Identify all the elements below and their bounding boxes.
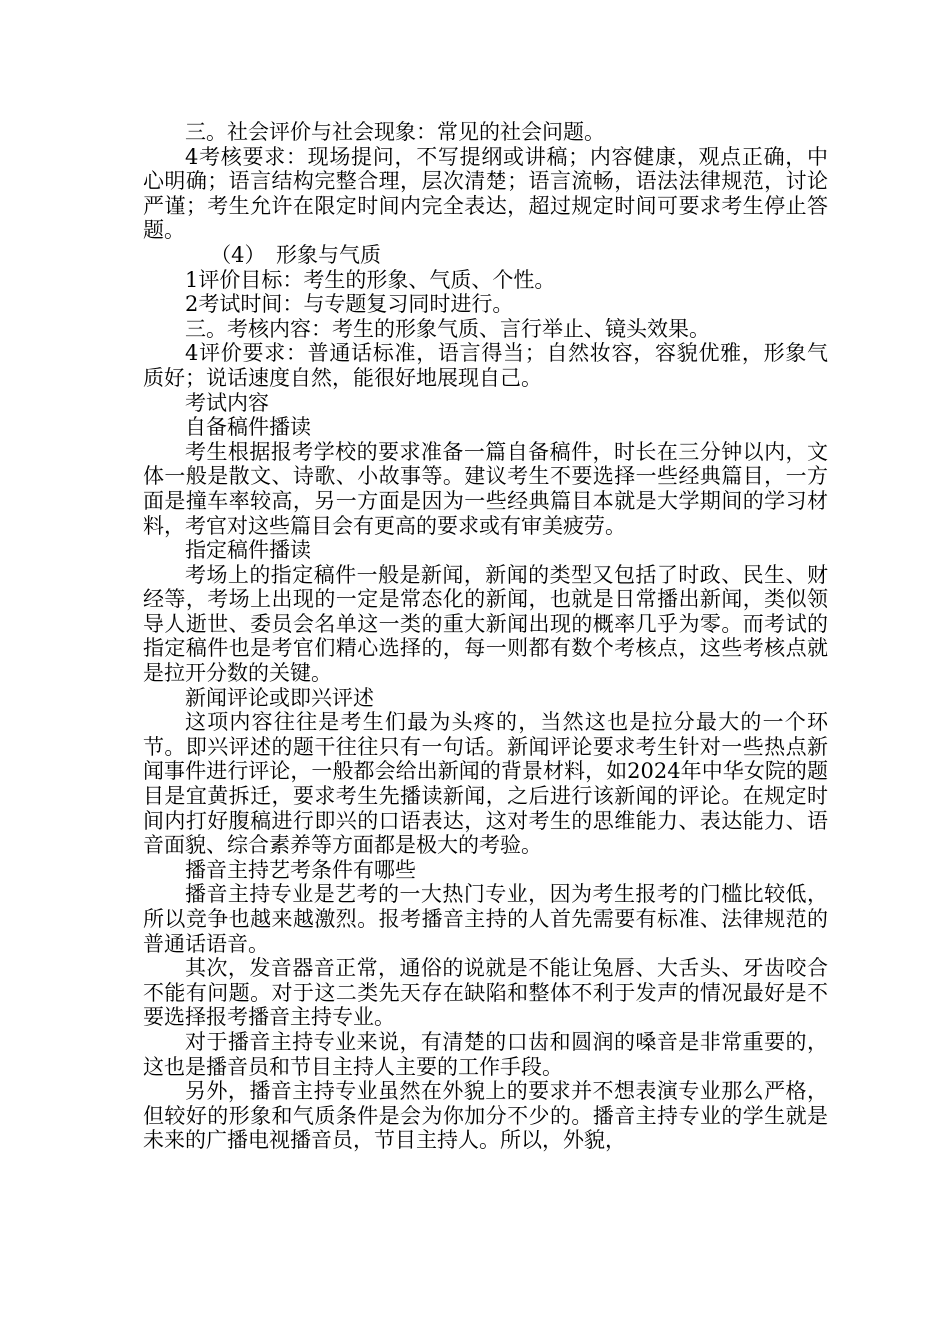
paragraph: 三。考核内容：考生的形象气质、言行举止、镜头效果。	[185, 316, 710, 341]
document-body	[143, 120, 828, 1153]
paragraph: 4评价要求：普通话标准，语言得当；自然妆容，容貌优雅，形象气质好；说话速度自然，能很好地展现自己。	[143, 341, 828, 390]
section-heading: （4） 形象与气质	[210, 242, 382, 267]
paragraph: 对于播音主持专业来说，有清楚的口齿和圆润的嗓音是非常重要的，这也是播音员和节目主持人主要的工作手段。	[143, 1029, 828, 1079]
paragraph: 1评价目标：考生的形象、气质、个性。	[185, 267, 556, 292]
paragraph: 播音主持专业是艺考的一大热门专业，因为考生报考的门槛比较低，所以竞争也越来越激烈。报考播音主持的人首先需要有标准、法律规范的普通话语音。	[143, 882, 828, 956]
section-heading: 指定稿件播读	[185, 538, 311, 563]
paragraph: 其次，发音器音正常，通俗的说就是不能让兔唇、大舌头、牙齿咬合不能有问题。对于这二类先天存在缺陷和整体不利于发声的情况最好是不要选择报考播音主持专业。	[143, 956, 828, 1030]
paragraph: 考场上的指定稿件一般是新闻，新闻的类型又包括了时政、民生、财经等，考场上出现的一定是常态化的新闻，也就是日常播出新闻，类似领导人逝世、委员会名单这一类的重大新闻出现的概率几乎为零。而考试的指定稿件也是考官们精心选择的，每一则都有数个考核点，这些考核点就是拉开分数的关键。	[143, 562, 828, 686]
paragraph: 2考试时间：与专题复习同时进行。	[185, 292, 514, 317]
section-heading: 播音主持艺考条件有哪些	[185, 857, 416, 882]
section-heading: 自备稿件播读	[185, 415, 311, 440]
paragraph: 这项内容往往是考生们最为头疼的，当然这也是拉分最大的一个环节。即兴评述的题干往往只有一句话。新闻评论要求考生针对一些热点新闻事件进行评论，一般都会给出新闻的背景材料，如2024年中华女院的题目是宜黄拆迁，要求考生先播读新闻，之后进行该新闻的评论。在规定时间内打好腹稿进行即兴的口语表达，这对考生的思维能力、表达能力、语音面貌、综合素养等方面都是极大的考验。	[143, 710, 828, 858]
paragraph: 另外，播音主持专业虽然在外貌上的要求并不想表演专业那么严格，但较好的形象和气质条件是会为你加分不少的。播音主持专业的学生就是未来的广播电视播音员，节目主持人。所以，外貌，	[143, 1079, 828, 1153]
paragraph: 4考核要求：现场提问，不写提纲或讲稿；内容健康，观点正确，中心明确；语言结构完整合理，层次清楚；语言流畅，语法法律规范，讨论严谨；考生允许在限定时间内完全表达，超过规定时间可要求考生停止答题。	[143, 144, 828, 243]
paragraph: 考生根据报考学校的要求准备一篇自备稿件，时长在三分钟以内，文体一般是散文、诗歌、小故事等。建议考生不要选择一些经典篇目，一方面是撞车率较高，另一方面是因为一些经典篇目本就是大学期间的学习材料，考官对这些篇目会有更高的要求或有审美疲劳。	[143, 439, 828, 538]
section-heading: 新闻评论或即兴评述	[185, 685, 374, 710]
section-heading: 考试内容	[185, 390, 269, 415]
paragraph: 三。社会评价与社会现象：常见的社会问题。	[185, 120, 605, 144]
